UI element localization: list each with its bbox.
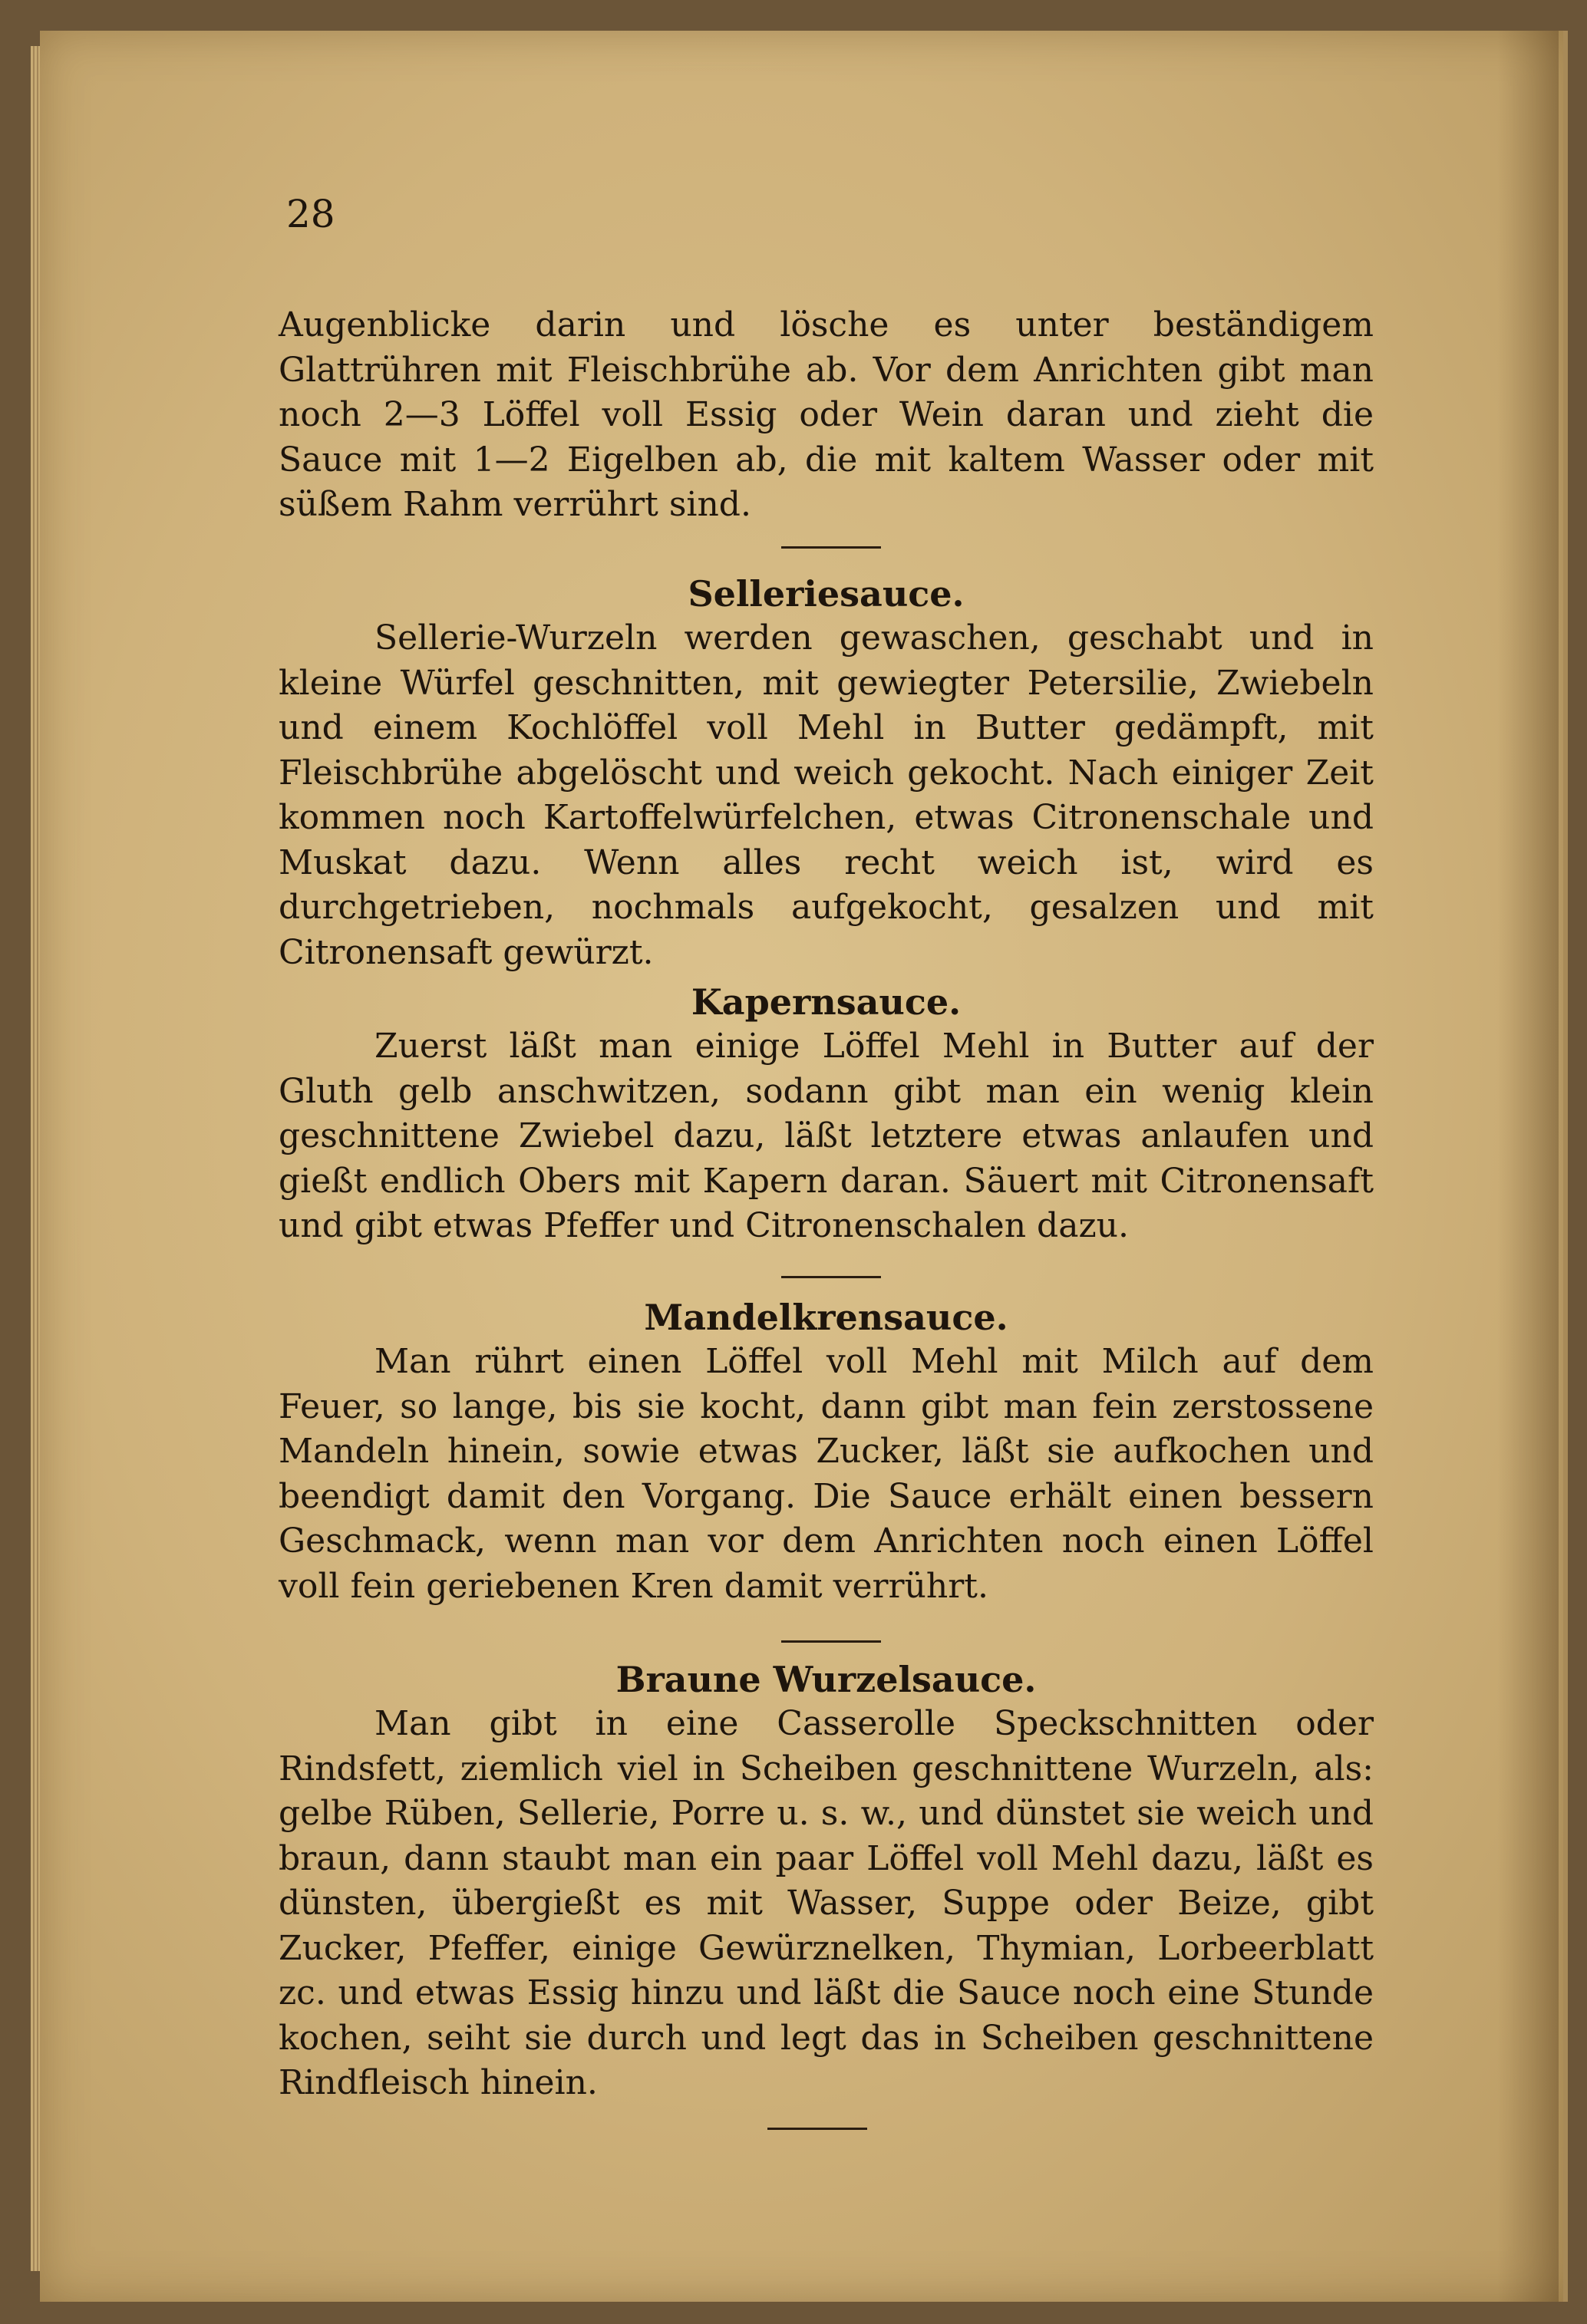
page-number: 28: [286, 192, 335, 236]
section-paragraph: Sellerie-Wurzeln werden gewaschen, geschabt und in kleine Würfel geschnitten, mit gewiegter Petersilie, Zwiebeln und einem Kochlöffel voll Mehl in Butter gedämpft, mit Fleischbrühe abgelöscht und weich gekocht. Nach einiger Zeit kommen noch Kartoffelwürfelchen, etwas Citronenschale und Muskat dazu. Wenn alles recht weich ist, wird es durchgetrieben, nochmals aufgekocht, gesalzen und mit Citronensaft gewürzt.: [279, 618, 1374, 972]
section-divider: [781, 546, 881, 549]
section-divider: [781, 1276, 881, 1278]
section-paragraph: Zuerst läßt man einige Löffel Mehl in Butter auf der Gluth gelb anschwitzen, sodann gibt man ein wenig klein geschnittene Zwiebel dazu, läßt letztere etwas anlaufen und gießt endlich Obers mit Kapern daran. Säuert mit Citronensaft und gibt etwas Pfeffer und Citronenschalen dazu.: [279, 1027, 1374, 1245]
section-braune-wurzelsauce: [279, 1657, 1374, 2106]
section-paragraph: Man rührt einen Löffel voll Mehl mit Milch auf dem Feuer, so lange, bis sie kocht, dann gibt man fein zerstossene Mandeln hinein, sowie etwas Zucker, läßt sie aufkochen und beendigt damit den Vorgang. Die Sauce erhält einen bessern Geschmack, wenn man vor dem Anrichten noch einen Löffel voll fein geriebenen Kren damit verrührt.: [279, 1342, 1374, 1606]
section-mandelkrensauce: [279, 1295, 1374, 1609]
section-kapernsauce: [279, 980, 1374, 1249]
section-heading: Selleriesauce.: [688, 573, 965, 615]
end-divider: [767, 2128, 867, 2130]
intro-paragraph: Augenblicke darin und lösche es unter beständigem Glattrühren mit Fleischbrühe ab. Vor dem Anrichten gibt man noch 2—3 Löffel voll Essig oder Wein daran und zieht die Sauce mit 1—2 Eigelben ab, die mit kaltem Wasser oder mit süßem Rahm verrührt sind.: [279, 305, 1374, 524]
section-selleriesauce: [279, 572, 1374, 975]
section-divider: [781, 1640, 881, 1643]
section-paragraph: Man gibt in eine Casserolle Speckschnitten oder Rindsfett, ziemlich viel in Scheiben geschnittene Wurzeln, als: gelbe Rüben, Sellerie, Porre u. s. w., und dünstet sie weich und braun, dann staubt man ein paar Löffel voll Mehl dazu, läßt es dünsten, übergießt es mit Wasser, Suppe oder Beize, gibt Zucker, Pfeffer, einige Gewürznelken, Thymian, Lorbeerblatt zc. und etwas Essig hinzu und läßt die Sauce noch eine Stunde kochen, seiht sie durch und legt das in Scheiben geschnittene Rindfleisch hinein.: [279, 1704, 1374, 2102]
section-heading: Braune Wurzelsauce.: [615, 1659, 1037, 1700]
intro-block: [279, 303, 1374, 528]
page-gutter-shadow: [1497, 31, 1559, 2302]
section-heading: Mandelkrensauce.: [644, 1297, 1008, 1338]
section-heading: Kapernsauce.: [691, 981, 962, 1023]
